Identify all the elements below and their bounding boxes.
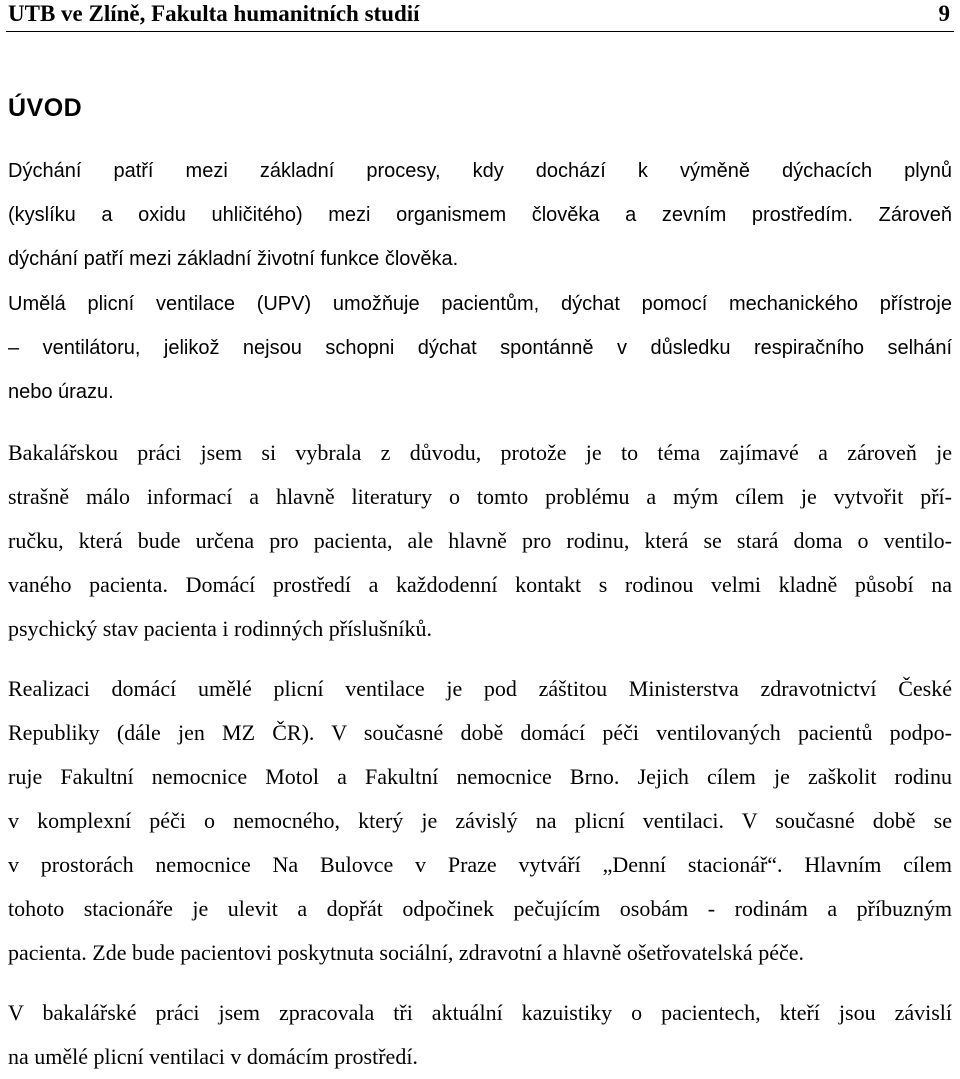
paragraph-line: Umělá plicní ventilace (UPV) umožňuje pacientům, dýchat pomocí mechanického přístroje — [8, 293, 952, 315]
paragraph-line: pacienta. Zde bude pacientovi poskytnuta sociální, zdravotní a hlavně ošetřovatelská péče. — [8, 940, 804, 965]
paragraph-upv — [8, 282, 952, 414]
paragraph-line: v prostorách nemocnice Na Bulovce v Praze vytváří „Denní stacionář“. Hlavním cílem — [8, 852, 952, 877]
paragraph-casestudies — [8, 991, 952, 1079]
paragraph-line: Realizaci domácí umělé plicní ventilace je pod záštitou Ministerstva zdravotnictví České — [8, 676, 952, 701]
paragraph-line: Republiky (dále jen MZ ČR). V současné době domácí péči ventilovaných pacientů podpo- — [8, 720, 952, 745]
paragraph-line: nebo úrazu. — [8, 381, 114, 403]
paragraph-line: na umělé plicní ventilaci v domácím prostředí. — [8, 1044, 418, 1069]
paragraph-line: V bakalářské práci jsem zpracovala tři aktuální kazuistiky o pacientech, kteří jsou závislí — [8, 1000, 952, 1025]
header-title: UTB ve Zlíně, Fakulta humanitních studií — [8, 1, 420, 26]
paragraph-line: Dýchání patří mezi základní procesy, kdy dochází k výměně dýchacích plynů — [8, 160, 952, 182]
paragraph-intro — [8, 149, 952, 281]
paragraph-line: ruje Fakultní nemocnice Motol a Fakultní nemocnice Brno. Jejich cílem je zaškolit rodinu — [8, 764, 952, 789]
paragraph-realization — [8, 667, 952, 975]
paragraph-line: Bakalářskou práci jsem si vybrala z důvodu, protože je to téma zajímavé a zároveň je — [8, 440, 952, 465]
paragraph-line: v komplexní péči o nemocného, který je závislý na plicní ventilaci. V současné době se — [8, 808, 952, 833]
paragraph-reason — [8, 431, 952, 651]
page-header — [8, 0, 952, 30]
paragraph-line: (kyslíku a oxidu uhličitého) mezi organismem člověka a zevním prostředím. Zároveň — [8, 204, 952, 226]
paragraph-line: dýchání patří mezi základní životní funkce člověka. — [8, 248, 459, 270]
paragraph-line: ručku, která bude určena pro pacienta, ale hlavně pro rodinu, která se stará doma o ventilo- — [8, 528, 952, 553]
page-number: 9 — [938, 1, 950, 26]
paragraph-line: vaného pacienta. Domácí prostředí a každodenní kontakt s rodinou velmi kladně působí na — [8, 572, 952, 597]
paragraph-line: strašně málo informací a hlavně literatury o tomto problému a mým cílem je vytvořit pří- — [8, 484, 952, 509]
paragraph-line: – ventilátoru, jelikož nejsou schopni dýchat spontánně v důsledku respiračního selhání — [8, 337, 952, 359]
header-divider — [6, 31, 954, 32]
paragraph-line: tohoto stacionáře je ulevit a dopřát odpočinek pečujícím osobám - rodinám a příbuzným — [8, 896, 952, 921]
paragraph-line: psychický stav pacienta i rodinných příslušníků. — [8, 616, 433, 641]
section-heading: ÚVOD — [8, 94, 83, 122]
